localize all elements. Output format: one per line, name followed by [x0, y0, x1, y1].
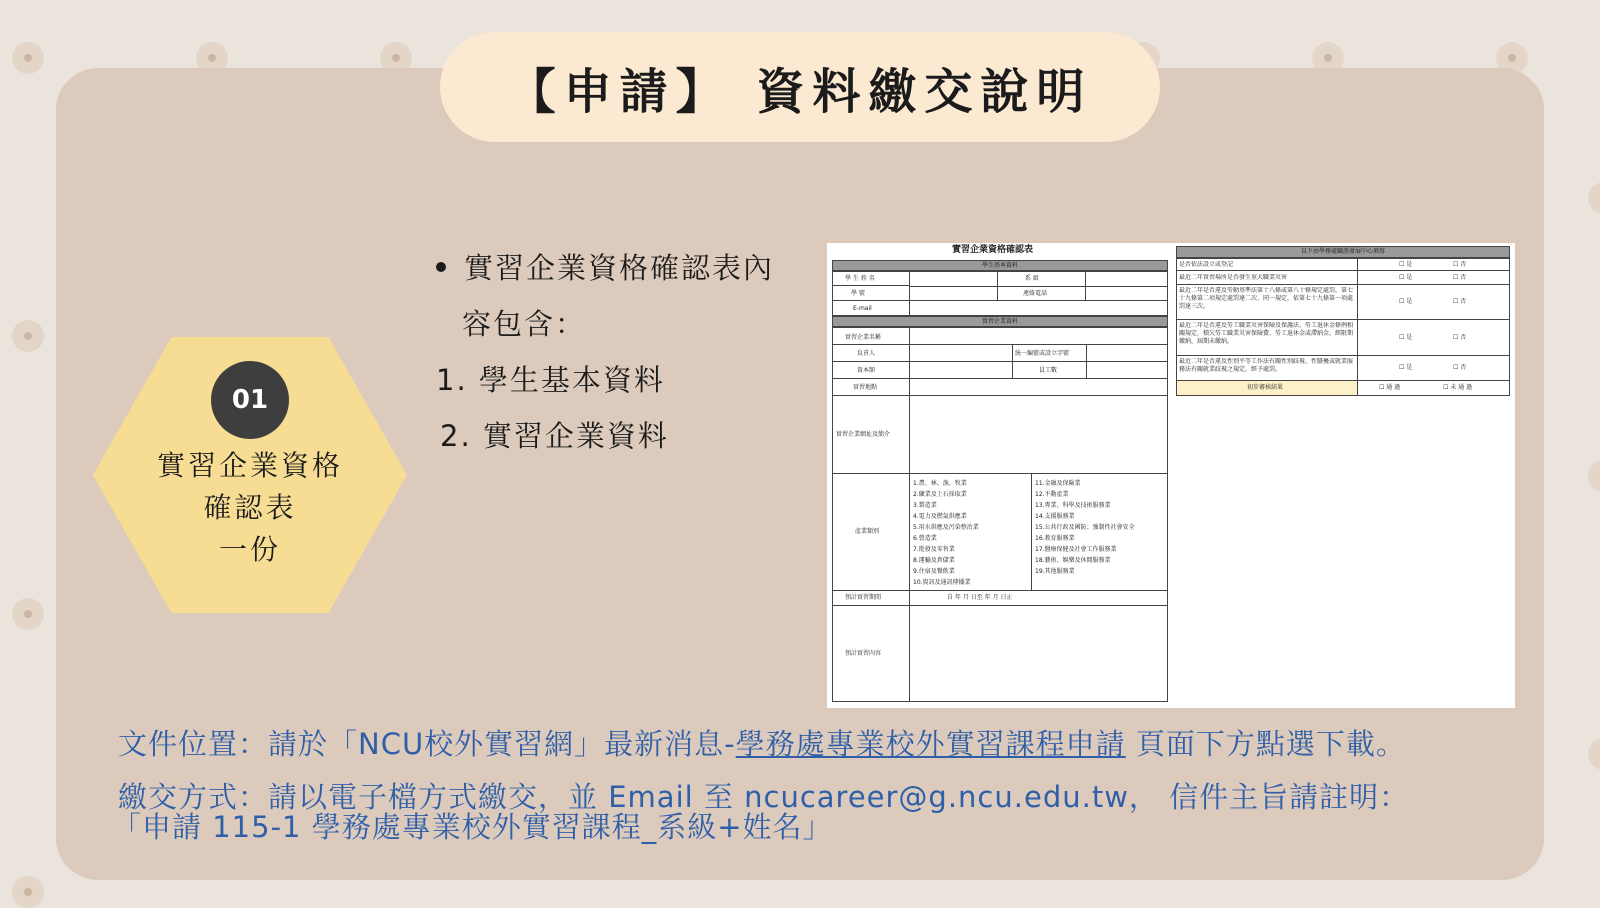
numbered-item: 1. 學生基本資料 — [436, 363, 665, 397]
decor-dot — [12, 320, 44, 352]
form-pass-option: ☐ 通 過 — [1379, 384, 1401, 391]
form-no-option: ☐ 否 — [1453, 274, 1467, 281]
form-check-item: 最近二年是否違反性別平等工作法有關性別歧視、性騷擾或就業服務法有關就業歧視之規定，經予處罰。 — [1179, 358, 1354, 373]
form-section-header: 實習企業資料 — [832, 316, 1168, 327]
form-no-option: ☐ 否 — [1453, 364, 1467, 371]
decor-dot — [12, 876, 44, 908]
page-title: 【申請】 資料繳交說明 — [507, 63, 1093, 120]
form-check-item: 最近二年是否違反勞工職業災害保險及保護法、勞工退休金條例相關規定，積欠勞工職業災害保險費、勞工退休金或滯納金，經限期繳納，屆期未繳納。 — [1179, 322, 1354, 345]
step-number-badge: 01 — [211, 361, 289, 439]
form-label: 預計實習內容 — [845, 650, 882, 657]
form-label: 系 級 — [1025, 275, 1039, 282]
form-label: 學 生 姓 名 — [845, 275, 875, 282]
numbered-item: 2. 實習企業資料 — [440, 419, 669, 453]
form-fail-option: ☐ 未 通 過 — [1443, 384, 1473, 391]
form-check-item: 是否依法設立或登記 — [1179, 261, 1234, 268]
bullet-item: 實習企業資格確認表內 — [436, 240, 774, 296]
footer-submission-line: 繳交方式：請以電子檔方式繳交，並 Email 至 ncucareer@g.ncu.edu.tw， 信件主旨請註明： — [118, 780, 1410, 814]
decor-dot — [12, 598, 44, 630]
footer-subject-line: 「申請 115-1 學務處專業校外實習課程_系級+姓名」 — [112, 810, 833, 844]
industry-list-right: 11.金融及保險業 12.不動產業 13.專業、科學及技術服務業 14.支援服務業 15.公共行政及國防；強制性社會安全 16.教育服務業 17.醫療保健及社會工作服務業 18.藝術、娛樂及休閒服務業 19.其他服務業 — [1035, 480, 1135, 575]
form-section-header: 以下由學務處職涯發展中心填寫 — [1176, 246, 1510, 258]
hexagon-label — [130, 445, 370, 571]
form-no-option: ☐ 否 — [1453, 334, 1467, 341]
bullet-item-continued: 容包含： — [462, 307, 587, 341]
hexagon-line: 實習企業資格 — [156, 449, 343, 482]
form-label: 學 號 — [851, 290, 865, 297]
industry-list-left: 1.農、林、漁、牧業 2.礦業及土石採取業 3.製造業 4.電力及燃氣供應業 5.用水供應及污染整治業 6.營造業 7.批發及零售業 8.運輸及倉儲業 9.住宿及餐飲業 10.資訊及通訊傳播業 — [913, 480, 979, 586]
bullet-dot — [436, 262, 446, 272]
decor-dot — [1588, 182, 1600, 214]
form-section-header: 學生基本資料 — [832, 260, 1168, 271]
form-check-item: 最近二年是否違反勞動基準法第十八條或第八十條規定處罰，第七十九條第二項規定處罰達二次、同一規定，依第七十九條第一項處罰達三次。 — [1179, 287, 1354, 310]
form-label: 負責人 — [857, 350, 876, 357]
form-yes-option: ☐ 是 — [1399, 261, 1413, 268]
form-label: 連絡電話 — [1023, 290, 1048, 297]
form-label: 實習地點 — [853, 384, 878, 391]
hexagon-line: 一份 — [218, 533, 281, 566]
form-label: 預計實習期間 — [845, 594, 882, 601]
content-list — [436, 240, 774, 464]
form-label: 實習企業網址及簡介 — [836, 431, 891, 438]
decor-dot — [1588, 460, 1600, 492]
decor-dot — [12, 42, 44, 74]
form-label: 資本額 — [857, 367, 876, 374]
form-yes-option: ☐ 是 — [1399, 274, 1413, 281]
footer-location-line: 文件位置：請於「NCU校外實習網」最新消息-學務處專業校外實習課程申請 頁面下方點選下載。 — [118, 727, 1406, 761]
form-label: 實習企業名稱 — [845, 334, 882, 341]
form-preview — [827, 243, 1515, 708]
form-check-item: 最近二年實習場所是否發生重大職業災害 — [1179, 274, 1288, 281]
hexagon-line: 確認表 — [203, 491, 297, 524]
form-label: 統一編號或設立字號 — [1015, 350, 1070, 357]
download-page-link[interactable]: 學務處專業校外實習課程申請 — [735, 727, 1126, 761]
form-result-label: 初步審核結果 — [1247, 384, 1284, 391]
form-yes-option: ☐ 是 — [1399, 364, 1413, 371]
title-banner — [440, 32, 1160, 142]
form-label: 產業類別 — [855, 528, 880, 535]
form-title: 實習企業資格確認表 — [952, 245, 1034, 255]
form-label: E-mail — [853, 305, 872, 312]
form-no-option: ☐ 否 — [1453, 261, 1467, 268]
form-yes-option: ☐ 是 — [1399, 298, 1413, 305]
form-no-option: ☐ 否 — [1453, 298, 1467, 305]
decor-dot — [1588, 738, 1600, 770]
form-yes-option: ☐ 是 — [1399, 334, 1413, 341]
form-label: 員工數 — [1039, 367, 1058, 374]
form-period-text: 自 年 月 日至 年 月 日止 — [947, 594, 1013, 601]
